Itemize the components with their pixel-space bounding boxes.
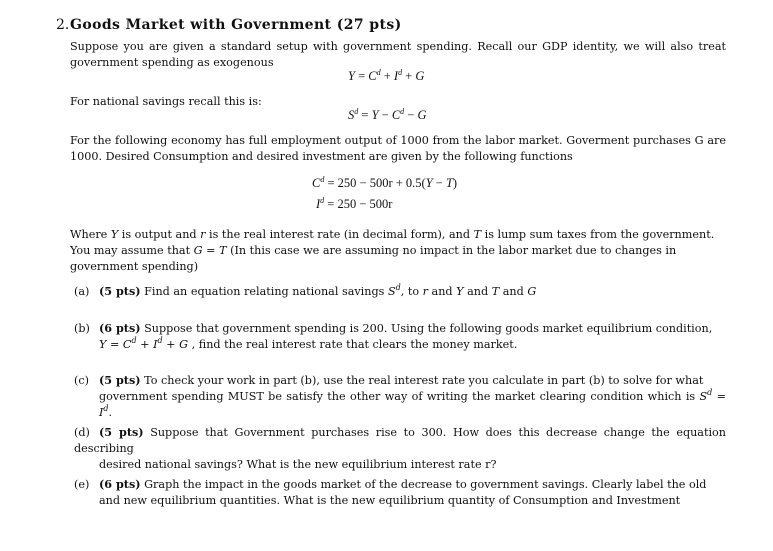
part-text-continued: desired national savings? What is the new equilibrium interest rate r? [99,457,497,471]
savings-intro: For national savings recall this is: [70,95,262,108]
economy-description: For the following economy has full employment output of 1000 from the labor market. Goverment purchases G are 1000. Desired Consumption and desired investment are given by the following functions [70,134,726,163]
consumption-equation: $C^d = 250 - 500r + 0.5(Y - T)$ [312,175,458,190]
part-text: Find an equation relating national savings $S^d$, to r and Y and T and G [144,283,537,298]
part-text: To check your work in part (b), use the real interest rate you calculate in part (b) to solve for what [144,374,704,387]
part-label: (a) [74,285,90,298]
problem-number: 2. [56,17,70,33]
part-label: (b) [74,322,90,335]
part-b [74,321,726,353]
where-paragraph [70,227,726,274]
national-savings-equation: $S^d = Y - C^d - G$ [348,107,427,122]
part-text: Graph the impact in the goods market of the decrease to government savings. Clearly label the old [144,478,707,491]
part-label: (d) [74,426,90,439]
part-c [74,373,726,420]
part-text-continued: government spending MUST be satisfy the other way of writing the market clearing condition which is $S^d = I^d$. [99,387,726,419]
intro-paragraph: Suppose you are given a standard setup with government spending. Recall our GDP identity, we will also treat government spending as exogenous [70,40,726,69]
gdp-identity-equation: $Y = C^d + I^d + G$ [348,68,425,83]
part-points: (6 pts) [99,321,141,335]
part-text-continued: $Y = C^d + I^d + G$ , find the real interest rate that clears the money market. [99,335,518,351]
part-text-continued: and new equilibrium quantities. What is the new equilibrium quantity of Consumption and Investment [99,493,681,507]
where-line-1: Where Y is output and r is the real interest rate (in decimal form), and T is lump sum taxes from the government. [70,228,715,241]
part-points: (6 pts) [99,477,141,491]
part-points: (5 pts) [99,373,141,387]
part-text: Suppose that Government purchases rise to 300. How does this decrease change the equation describing [74,426,726,455]
part-a [74,284,726,300]
part-text: Suppose that government spending is 200. Using the following goods market equilibrium condition, [144,322,713,335]
where-line-2: You may assume that G = T (In this case we are assuming no impact in the labor market due to changes in [70,243,677,257]
problem-title: Goods Market with Government (27 pts) [70,17,402,33]
part-points: (5 pts) [99,425,144,439]
part-d [74,425,726,472]
part-label: (c) [74,374,89,387]
part-points: (5 pts) [99,284,141,298]
part-e [74,477,726,509]
where-line-3: government spending) [70,259,199,273]
investment-equation: $I^d = 250 - 500r$ [316,196,393,211]
part-label: (e) [74,478,90,491]
